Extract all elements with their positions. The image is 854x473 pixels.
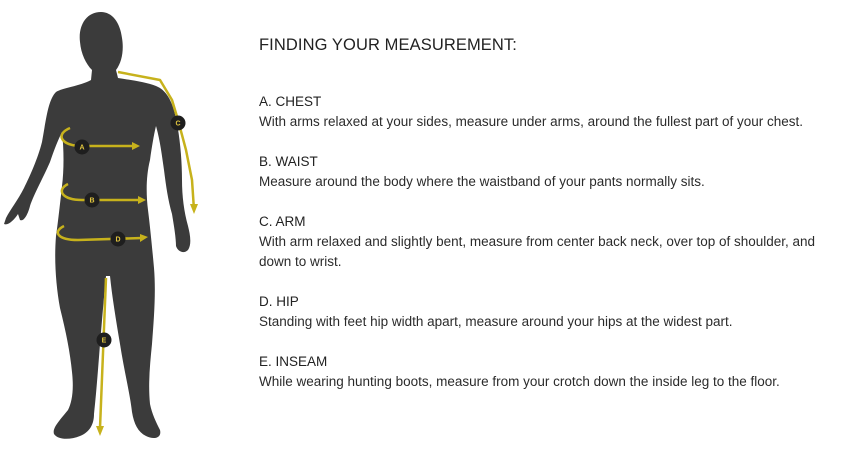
section-title: A. CHEST <box>259 94 322 109</box>
svg-text:C: C <box>175 120 181 128</box>
marker-b <box>85 193 100 208</box>
marker-e <box>97 333 112 348</box>
measurement-instructions <box>259 34 844 412</box>
inseam-line-arrowhead <box>96 426 104 436</box>
section-title: B. WAIST <box>259 154 318 169</box>
body-silhouette-illustration <box>0 0 240 473</box>
marker-d <box>111 232 126 247</box>
section-inseam <box>259 352 844 392</box>
svg-text:E: E <box>101 337 107 345</box>
section-arm <box>259 212 844 272</box>
svg-text:B: B <box>89 197 95 205</box>
marker-a <box>75 140 90 155</box>
section-description: Standing with feet hip width apart, measure around your hips at the widest part. <box>259 314 733 329</box>
svg-text:A: A <box>79 144 85 152</box>
section-chest <box>259 92 844 132</box>
body-measurement-figure <box>0 0 240 473</box>
section-hip <box>259 292 844 332</box>
section-title: E. INSEAM <box>259 354 328 369</box>
section-title: C. ARM <box>259 214 306 229</box>
section-waist <box>259 152 844 192</box>
section-description: With arm relaxed and slightly bent, measure from center back neck, over top of shoulder, and down to wrist. <box>259 234 816 269</box>
section-description: Measure around the body where the waistband of your pants normally sits. <box>259 174 705 189</box>
body-silhouette <box>4 12 190 439</box>
section-description: While wearing hunting boots, measure from your crotch down the inside leg to the floor. <box>259 374 780 389</box>
section-description: With arms relaxed at your sides, measure under arms, around the fullest part of your chest. <box>259 114 803 129</box>
page-title: FINDING YOUR MEASUREMENT: <box>259 36 517 54</box>
svg-text:D: D <box>115 236 121 244</box>
marker-c <box>171 116 186 131</box>
section-title: D. HIP <box>259 294 299 309</box>
arm-line-arrowhead <box>190 204 198 214</box>
